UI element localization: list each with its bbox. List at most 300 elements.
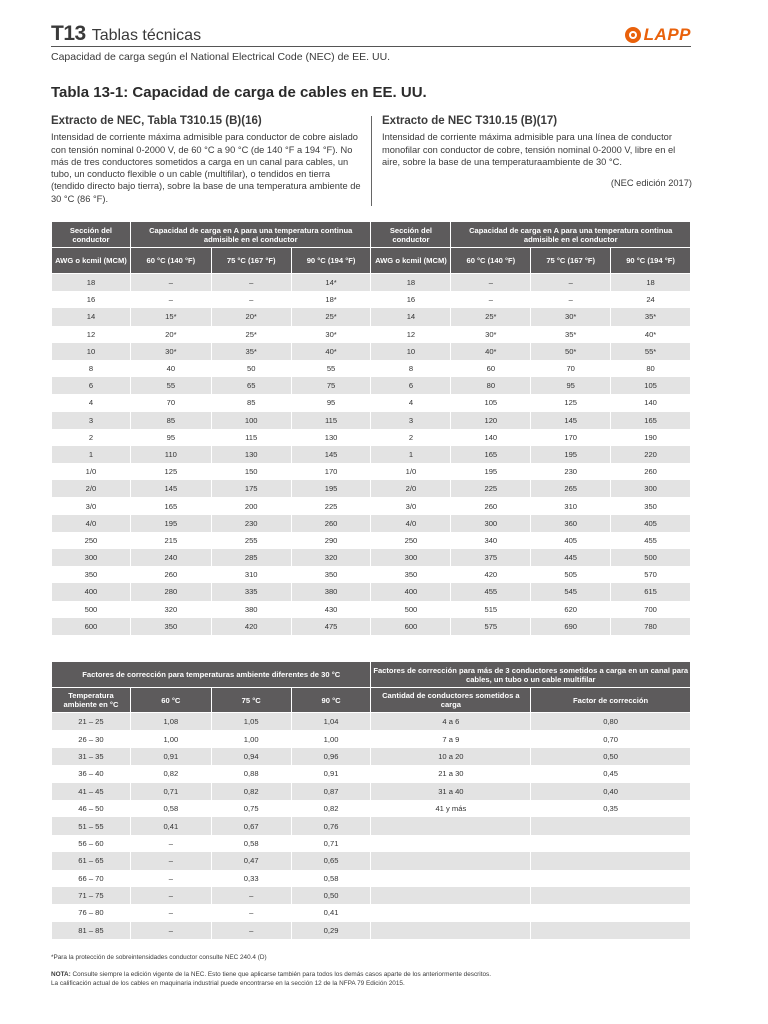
header-conductor-factors: Factores de corrección para más de 3 conductores sometidos a carga en un canal para cables, un tubo o un cable multifilar <box>371 662 691 688</box>
table-cell: 14 <box>52 308 131 325</box>
table-cell: 10 <box>371 343 451 360</box>
table-cell: 350 <box>52 566 131 583</box>
table-cell: 0,58 <box>211 835 291 852</box>
table-cell: 16 <box>52 291 131 308</box>
table-cell: – <box>130 291 211 308</box>
table-cell: 420 <box>211 618 291 635</box>
nota-footnote <box>51 970 491 988</box>
table-cell: 615 <box>611 583 691 600</box>
table-cell: 1/0 <box>371 463 451 480</box>
table-cell: – <box>130 852 211 869</box>
table-cell: 6 <box>371 377 451 394</box>
table-cell: 320 <box>291 549 371 566</box>
table-cell: 4/0 <box>52 515 131 532</box>
table-cell: 195 <box>130 515 211 532</box>
table-row <box>52 308 691 325</box>
table-cell: 6 <box>52 377 131 394</box>
table-cell: 220 <box>611 446 691 463</box>
header-60c: 60 °C <box>130 688 211 713</box>
table-cell: 0,80 <box>531 713 691 731</box>
table-cell <box>371 887 531 904</box>
table-cell: 505 <box>531 566 611 583</box>
intro-right-text: Intensidad de corriente máxima admisible para una línea de conductor monofilar con conductor de cobre, tensión nominal 0-2000 V, libre en el aire, sobre la base de una temperaturaambiente de 30 °C. <box>382 132 676 167</box>
table-cell: – <box>451 291 531 308</box>
table-cell: 65 <box>211 377 291 394</box>
intro-left-text: Intensidad de corriente máxima admisible para conductor de cobre aislado con tensión nominal 0-2000 V, de 60 °C a 90 °C (de 140 °F a 194 °F). No más de tres conductores sometidos a carga en un canal para cables, un tubo, un conducto flexible o un cable (multifilar), o tendidos en tierra (tendido directo bajo tierra), sobre la base de una temperatura ambiente de 30 °C (86 °F). <box>51 132 361 204</box>
header-temp-factors: Factores de corrección para temperaturas ambiente diferentes de 30 °C <box>52 662 371 688</box>
table-cell: 0,87 <box>291 783 371 800</box>
table-cell: 85 <box>130 412 211 429</box>
table-cell: – <box>130 274 211 292</box>
table-cell: 0,58 <box>291 870 371 887</box>
table-cell: 70 <box>130 394 211 411</box>
table-cell: 46 – 50 <box>52 800 131 817</box>
table-cell: 420 <box>451 566 531 583</box>
table-cell: 1,00 <box>291 730 371 747</box>
table-cell: 380 <box>211 601 291 618</box>
table-cell: 3 <box>371 412 451 429</box>
table-cell <box>371 870 531 887</box>
table-cell: – <box>211 887 291 904</box>
table-row <box>52 549 691 566</box>
table-cell: 81 – 85 <box>52 922 131 939</box>
table-cell <box>531 870 691 887</box>
table-cell: 18* <box>291 291 371 308</box>
table-row <box>52 765 691 782</box>
header-capacity: Capacidad de carga en A para una temperatura continua admisible en el conductor <box>451 222 691 248</box>
table-cell: 36 – 40 <box>52 765 131 782</box>
table-cell: 0,65 <box>291 852 371 869</box>
table-cell: 125 <box>130 463 211 480</box>
table-cell: – <box>211 922 291 939</box>
table-row <box>52 713 691 731</box>
header-75c: 75 °C (167 °F) <box>531 248 611 274</box>
table-row <box>52 887 691 904</box>
table-cell: 20* <box>211 308 291 325</box>
table-cell: 250 <box>371 532 451 549</box>
table-cell: 1,08 <box>130 713 211 731</box>
table-cell: 1/0 <box>52 463 131 480</box>
table-cell: 50 <box>211 360 291 377</box>
table-cell: 66 – 70 <box>52 870 131 887</box>
table-cell: 31 – 35 <box>52 748 131 765</box>
table-cell: 300 <box>52 549 131 566</box>
table-cell: 0,94 <box>211 748 291 765</box>
table-cell: 0,35 <box>531 800 691 817</box>
table-cell: 30* <box>451 326 531 343</box>
table-cell: 405 <box>611 515 691 532</box>
table-cell: 700 <box>611 601 691 618</box>
table-cell: 285 <box>211 549 291 566</box>
table-cell: 95 <box>291 394 371 411</box>
table-cell: 230 <box>531 463 611 480</box>
table-cell: 0,45 <box>531 765 691 782</box>
header-subtitle: Capacidad de carga según el National Electrical Code (NEC) de EE. UU. <box>51 51 391 63</box>
table-cell: 18 <box>371 274 451 292</box>
table-cell: 170 <box>531 429 611 446</box>
table-cell: 15* <box>130 308 211 325</box>
table-cell: 10 a 20 <box>371 748 531 765</box>
table-cell: 165 <box>611 412 691 429</box>
table-cell: 320 <box>130 601 211 618</box>
table-cell: 10 <box>52 343 131 360</box>
header-section: Sección del conductor <box>52 222 131 248</box>
table-cell: 150 <box>211 463 291 480</box>
table-cell: 100 <box>211 412 291 429</box>
table-row <box>52 748 691 765</box>
table-cell: 105 <box>611 377 691 394</box>
table-cell: 400 <box>371 583 451 600</box>
header-awg: AWG o kcmil (MCM) <box>52 248 131 274</box>
table-cell: 145 <box>130 480 211 497</box>
table-cell: 350 <box>611 497 691 514</box>
table-cell: – <box>211 904 291 921</box>
table-cell: 40* <box>611 326 691 343</box>
table-cell: 2 <box>371 429 451 446</box>
table-cell: 335 <box>211 583 291 600</box>
table-cell: 30* <box>130 343 211 360</box>
table-cell: 0,50 <box>291 887 371 904</box>
table-row <box>52 274 691 292</box>
table-cell <box>531 852 691 869</box>
table-cell: 4 a 6 <box>371 713 531 731</box>
table-cell: 2/0 <box>371 480 451 497</box>
table-row <box>52 515 691 532</box>
table-cell: 60 <box>451 360 531 377</box>
table-row <box>52 566 691 583</box>
table-row <box>52 817 691 834</box>
table-cell: 55 <box>291 360 371 377</box>
table-cell: 18 <box>611 274 691 292</box>
table-cell: 0,41 <box>130 817 211 834</box>
table-cell: 80 <box>451 377 531 394</box>
section-code: T13 <box>51 22 86 45</box>
table-cell: 255 <box>211 532 291 549</box>
table-cell: 195 <box>531 446 611 463</box>
table-cell: 290 <box>291 532 371 549</box>
table-row <box>52 360 691 377</box>
table-cell: 600 <box>371 618 451 635</box>
table-cell: 455 <box>611 532 691 549</box>
table-cell: 21 – 25 <box>52 713 131 731</box>
table-cell: 145 <box>291 446 371 463</box>
table-row <box>52 618 691 635</box>
table-cell: 4 <box>371 394 451 411</box>
table-cell: 25* <box>451 308 531 325</box>
table-cell: 130 <box>211 446 291 463</box>
table-cell: 280 <box>130 583 211 600</box>
table-cell: 690 <box>531 618 611 635</box>
table-cell: 35* <box>211 343 291 360</box>
table-cell: 0,71 <box>130 783 211 800</box>
table-row <box>52 291 691 308</box>
table-cell: 140 <box>611 394 691 411</box>
table-cell: 41 – 45 <box>52 783 131 800</box>
table-row <box>52 480 691 497</box>
table-cell: 18 <box>52 274 131 292</box>
table-cell: 260 <box>291 515 371 532</box>
table-cell: 500 <box>371 601 451 618</box>
table-row <box>52 463 691 480</box>
intro-divider <box>371 116 372 206</box>
table-cell <box>371 817 531 834</box>
intro-left <box>51 115 363 205</box>
table-cell: 0,75 <box>211 800 291 817</box>
table-cell: 55 <box>130 377 211 394</box>
table-cell: 31 a 40 <box>371 783 531 800</box>
table-cell: 310 <box>531 497 611 514</box>
table-cell: 0,91 <box>291 765 371 782</box>
table-cell: 0,82 <box>291 800 371 817</box>
header-90c: 90 °C <box>291 688 371 713</box>
table-cell: 575 <box>451 618 531 635</box>
table-cell: 0,76 <box>291 817 371 834</box>
logo-text: LAPP <box>643 25 691 44</box>
intro-right-heading: Extracto de NEC T310.15 (B)(17) <box>382 115 558 127</box>
table-cell: 350 <box>291 566 371 583</box>
table-cell <box>371 835 531 852</box>
header-75c: 75 °C (167 °F) <box>211 248 291 274</box>
table-cell: 225 <box>291 497 371 514</box>
table-cell: 125 <box>531 394 611 411</box>
table-cell: 61 – 65 <box>52 852 131 869</box>
table-cell: 300 <box>451 515 531 532</box>
table-cell: 350 <box>371 566 451 583</box>
table-cell: – <box>531 274 611 292</box>
header-90c: 90 °C (194 °F) <box>611 248 691 274</box>
table-cell: 0,70 <box>531 730 691 747</box>
table-cell: – <box>211 291 291 308</box>
table-row <box>52 446 691 463</box>
table-cell: 175 <box>211 480 291 497</box>
table-cell: 0,71 <box>291 835 371 852</box>
table-cell <box>531 922 691 939</box>
table-cell: 260 <box>130 566 211 583</box>
table-cell <box>371 904 531 921</box>
table-cell: 340 <box>451 532 531 549</box>
table-cell: 300 <box>371 549 451 566</box>
table-cell: 71 – 75 <box>52 887 131 904</box>
table-cell: 40* <box>291 343 371 360</box>
table-cell: 115 <box>211 429 291 446</box>
table-cell: 620 <box>531 601 611 618</box>
table-row <box>52 377 691 394</box>
table-cell: 780 <box>611 618 691 635</box>
table-cell: 4/0 <box>371 515 451 532</box>
nec-edition: (NEC edición 2017) <box>610 178 692 189</box>
table-cell: 7 a 9 <box>371 730 531 747</box>
table-row <box>52 835 691 852</box>
header-90c: 90 °C (194 °F) <box>291 248 371 274</box>
header-awg: AWG o kcmil (MCM) <box>371 248 451 274</box>
table-cell: 500 <box>52 601 131 618</box>
table-cell: 380 <box>291 583 371 600</box>
table-cell: 0,41 <box>291 904 371 921</box>
table-cell <box>371 922 531 939</box>
table-cell: 76 – 80 <box>52 904 131 921</box>
table-cell: 110 <box>130 446 211 463</box>
table-cell: 50* <box>531 343 611 360</box>
table-title: Tabla 13-1: Capacidad de carga de cables en EE. UU. <box>51 84 427 101</box>
table-cell: 0,58 <box>130 800 211 817</box>
table-cell: 4 <box>52 394 131 411</box>
table-cell: – <box>130 922 211 939</box>
table-cell: 0,88 <box>211 765 291 782</box>
header-60c: 60 °C (140 °F) <box>130 248 211 274</box>
table-cell: 40 <box>130 360 211 377</box>
table-cell: 55* <box>611 343 691 360</box>
table-cell: 2/0 <box>52 480 131 497</box>
table-cell: 570 <box>611 566 691 583</box>
header-correction-factor: Factor de corrección <box>531 688 691 713</box>
table-cell: 310 <box>211 566 291 583</box>
table-cell: 75 <box>291 377 371 394</box>
table-cell: 51 – 55 <box>52 817 131 834</box>
header-capacity: Capacidad de carga en A para una temperatura continua admisible en el conductor <box>130 222 371 248</box>
table-cell: 0,82 <box>211 783 291 800</box>
table-cell: – <box>211 274 291 292</box>
table-row <box>52 343 691 360</box>
table-cell: 0,91 <box>130 748 211 765</box>
table-cell: 1,00 <box>211 730 291 747</box>
table-row <box>52 429 691 446</box>
table-cell: – <box>130 835 211 852</box>
table-cell: 145 <box>531 412 611 429</box>
table-cell: 30* <box>531 308 611 325</box>
table-cell: 35* <box>611 308 691 325</box>
header-conductor-count: Cantidad de conductores sometidos a carga <box>371 688 531 713</box>
table-row <box>52 394 691 411</box>
table-cell: – <box>130 887 211 904</box>
table-row <box>52 852 691 869</box>
table-cell: 360 <box>531 515 611 532</box>
table-cell: 140 <box>451 429 531 446</box>
table-cell: 475 <box>291 618 371 635</box>
table-cell: 455 <box>451 583 531 600</box>
table-row <box>52 412 691 429</box>
table-cell: 0,40 <box>531 783 691 800</box>
table-cell: 0,82 <box>130 765 211 782</box>
table-row <box>52 583 691 600</box>
intro-left-heading: Extracto de NEC, Tabla T310.15 (B)(16) <box>51 115 262 127</box>
intro-right <box>382 115 692 189</box>
table-row <box>52 601 691 618</box>
table-cell: 260 <box>451 497 531 514</box>
table-cell <box>531 835 691 852</box>
table-cell: 0,29 <box>291 922 371 939</box>
table-cell: 170 <box>291 463 371 480</box>
table-cell: 21 a 30 <box>371 765 531 782</box>
table-cell: 225 <box>451 480 531 497</box>
table-cell: 115 <box>291 412 371 429</box>
table-cell: 195 <box>451 463 531 480</box>
table-cell: 240 <box>130 549 211 566</box>
table-cell: 95 <box>130 429 211 446</box>
table-cell: 1,04 <box>291 713 371 731</box>
table-row <box>52 922 691 939</box>
table-cell: 25* <box>291 308 371 325</box>
table-cell: 24 <box>611 291 691 308</box>
header-section: Sección del conductor <box>371 222 451 248</box>
table-cell: 30* <box>291 326 371 343</box>
table-cell: 70 <box>531 360 611 377</box>
table-cell: 230 <box>211 515 291 532</box>
table-cell: 200 <box>211 497 291 514</box>
table-cell: 545 <box>531 583 611 600</box>
table-cell: 80 <box>611 360 691 377</box>
table-cell: 195 <box>291 480 371 497</box>
table-cell: – <box>451 274 531 292</box>
table-cell: 41 y más <box>371 800 531 817</box>
table-cell: 2 <box>52 429 131 446</box>
table-row <box>52 870 691 887</box>
table-cell: 0,67 <box>211 817 291 834</box>
table-cell: 215 <box>130 532 211 549</box>
table-cell: 25* <box>211 326 291 343</box>
table-cell: 430 <box>291 601 371 618</box>
table-row <box>52 532 691 549</box>
table-cell: 56 – 60 <box>52 835 131 852</box>
table-cell: 85 <box>211 394 291 411</box>
table-row <box>52 783 691 800</box>
table-cell: 0,47 <box>211 852 291 869</box>
table-cell: 40* <box>451 343 531 360</box>
table-cell: 26 – 30 <box>52 730 131 747</box>
ampacity-table <box>51 221 691 635</box>
table-cell: 1,05 <box>211 713 291 731</box>
table-cell: 35* <box>531 326 611 343</box>
table-cell: 105 <box>451 394 531 411</box>
table-cell: 190 <box>611 429 691 446</box>
table-cell: 8 <box>52 360 131 377</box>
table-cell: 16 <box>371 291 451 308</box>
table-cell: 1 <box>52 446 131 463</box>
table-cell: 165 <box>451 446 531 463</box>
table-cell <box>371 852 531 869</box>
nota-text: Consulte siempre la edición vigente de la NEC. Esto tiene que aplicarse también para todos los demás casos aparte de los anteriormente descritos. <box>70 971 492 978</box>
table-cell: 14* <box>291 274 371 292</box>
table-cell: 0,50 <box>531 748 691 765</box>
table-row <box>52 904 691 921</box>
table-cell: 515 <box>451 601 531 618</box>
table-cell: 0,96 <box>291 748 371 765</box>
table-cell <box>531 904 691 921</box>
table-cell: 600 <box>52 618 131 635</box>
table-cell <box>531 887 691 904</box>
table-cell: 165 <box>130 497 211 514</box>
table-cell: 260 <box>611 463 691 480</box>
nota-label: NOTA: <box>51 971 71 978</box>
table-row <box>52 800 691 817</box>
header-75c: 75 °C <box>211 688 291 713</box>
table-cell: 12 <box>52 326 131 343</box>
table-row <box>52 730 691 747</box>
table-cell: 400 <box>52 583 131 600</box>
table-cell: – <box>130 904 211 921</box>
header-60c: 60 °C (140 °F) <box>451 248 531 274</box>
table-cell: 500 <box>611 549 691 566</box>
correction-factors-table <box>51 661 691 939</box>
table-cell: 130 <box>291 429 371 446</box>
table-cell: 95 <box>531 377 611 394</box>
table-cell: 0,33 <box>211 870 291 887</box>
table-cell: 14 <box>371 308 451 325</box>
table-cell: 265 <box>531 480 611 497</box>
table-cell: 12 <box>371 326 451 343</box>
table-cell: 3 <box>52 412 131 429</box>
table-cell: 1 <box>371 446 451 463</box>
nfpa-note: La calificación actual de los cables en maquinaria industrial puede encontrarse en la sección 12 de la NFPA 79 Edición 2015. <box>51 980 405 987</box>
